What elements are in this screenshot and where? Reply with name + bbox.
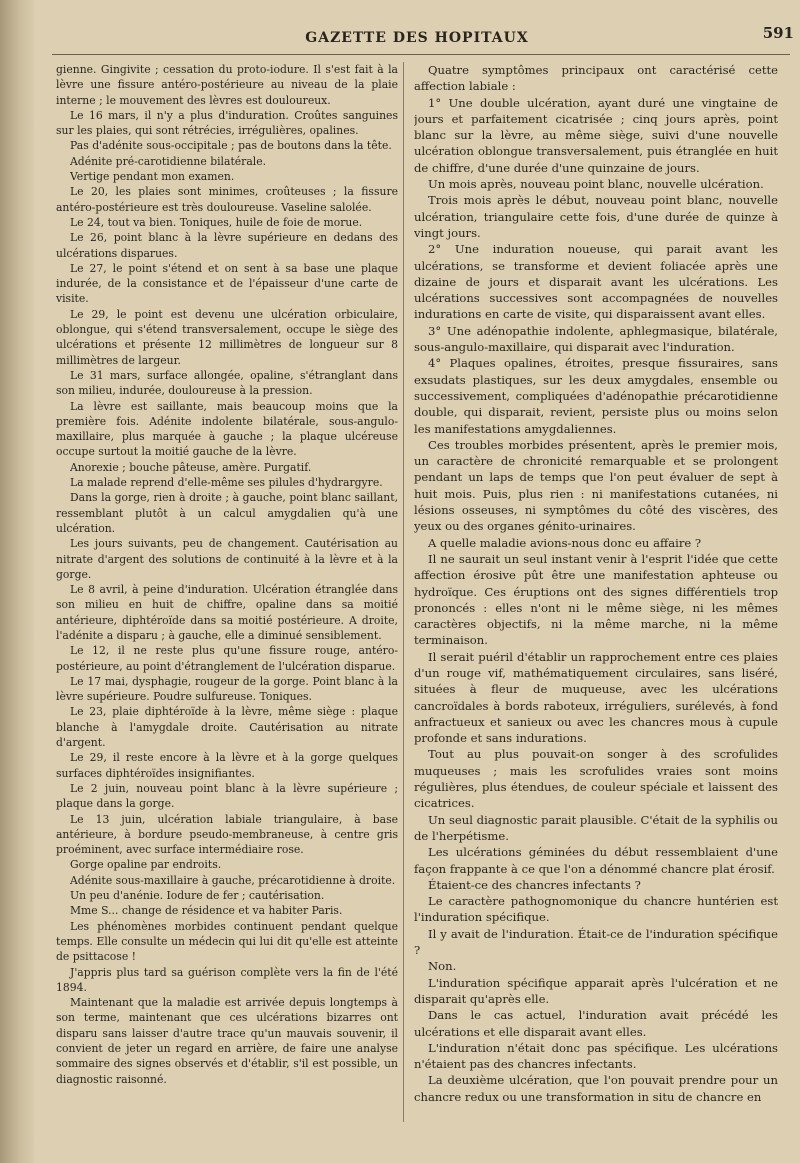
- paragraph: La lèvre est saillante, mais beaucoup moins que la première fois. Adénite indolente bilatérale, sous-angulo-maxillaire, plus marquée à gauche ; la plaque ulcéreuse occupe surtout la moitié gauche de la lèvre.: [56, 399, 398, 459]
- paragraph: 3° Une adénopathie indolente, aphlegmasique, bilatérale, sous-angulo-maxillaire, qui disparait avec l'induration.: [414, 323, 778, 355]
- paragraph: L'induration spécifique apparait après l'ulcération et ne disparait qu'après elle.: [414, 975, 778, 1006]
- paragraph: Les jours suivants, peu de changement. Cautérisation au nitrate d'argent des solutions de continuité à la lèvre et à la gorge.: [56, 537, 398, 581]
- binding-edge: [0, 0, 34, 1163]
- paragraph: Pas d'adénite sous-occipitale ; pas de boutons dans la tête.: [70, 139, 392, 153]
- paragraph: La deuxième ulcération, que l'on pouvait prendre pour un chancre redux ou une transformation in situ de chancre en: [414, 1073, 778, 1104]
- paragraph: Il y avait de l'induration. Était-ce de l'induration spécifique ?: [414, 926, 778, 958]
- left-column: [56, 62, 398, 1122]
- paragraph: Gorge opaline par endroits.: [70, 858, 222, 872]
- paragraph: Le 13 juin, ulcération labiale triangulaire, à base antérieure, à bordure pseudo-membraneuse, à centre gris proéminent, avec surface intermédiaire rose.: [56, 812, 398, 857]
- paragraph: Le caractère pathognomonique du chancre huntérien est l'induration spécifique.: [414, 894, 778, 925]
- journal-title: GAZETTE DES HOPITAUX: [305, 30, 529, 46]
- paragraph: Le 29, le point est devenu une ulcération orbiculaire, oblongue, qui s'étend transversalement, occupe le siège des ulcérations et présente 12 millimètres de longueur sur 8 millimètres de largeur.: [56, 307, 398, 367]
- paragraph: Les phénomènes morbides continuent pendant quelque temps. Elle consulte un médecin qui lui dit qu'elle est atteinte de psittacose !: [56, 919, 398, 964]
- page-number: 591: [762, 24, 794, 42]
- paragraph: Adénite pré-carotidienne bilatérale.: [70, 154, 267, 168]
- paragraph: Il serait puéril d'établir un rapprochement entre ces plaies d'un rouge vif, mathématiquement circulaires, sans liséré, situées à fleur de muqueuse, avec les ulcérations cancroïdales à bords raboteux, irréguliers, surélevés, à fond anfractueux et sanieux ou avec les chancres mous à cupule profonde et sans indurations.: [414, 649, 778, 746]
- paragraph: Étaient-ce des chancres infectants ?: [428, 877, 641, 892]
- paragraph: Trois mois après le début, nouveau point blanc, nouvelle ulcération, triangulaire cette fois, d'une durée de quinze à vingt jours.: [414, 193, 778, 240]
- page-header: [40, 24, 794, 54]
- paragraph: Quatre symptômes principaux ont caractérisé cette affection labiale :: [414, 63, 778, 94]
- paragraph: Le 23, plaie diphtéroïde à la lèvre, même siège : plaque blanche à l'amygdale droite. Cautérisation au nitrate d'argent.: [56, 705, 398, 750]
- paragraph: Le 27, le point s'étend et on sent à sa base une plaque indurée, de la consistance et de l'épaisseur d'une carte de visite.: [56, 261, 398, 306]
- right-column: [414, 62, 778, 1122]
- paragraph: Le 8 avril, à peine d'induration. Ulcération étranglée dans son milieu en huit de chiffre, opaline dans sa moitié antérieure, diphtéroïde dans sa moitié postérieure. A droite, l'adénite a disparu ; à gauche, elle a diminué sensiblement.: [56, 583, 398, 642]
- paragraph: Maintenant que la maladie est arrivée depuis longtemps à son terme, maintenant que ces ulcérations bizarres ont disparu sans laisser d'autre trace qu'un mauvais souvenir, il convient de jeter un regard en arrière, de faire une analyse sommaire des signes observés et d'établir, s'il est possible, un diagnostic raisonné.: [56, 996, 398, 1086]
- paragraph: Le 24, tout va bien. Toniques, huile de foie de morue.: [70, 215, 363, 229]
- paragraph: Le 26, point blanc à la lèvre supérieure en dedans des ulcérations disparues.: [56, 231, 398, 260]
- paragraph: Tout au plus pouvait-on songer à des scrofulides muqueuses ; mais les scrofulides vraies sont moins régulières, plus étendues, de couleur spéciale et laissent des cicatrices.: [414, 747, 778, 811]
- paragraph: 4° Plaques opalines, étroites, presque fissuraires, sans exsudats plastiques, sur les deux amygdales, ensemble ou successivement, compliquées d'adénopathie précarotidienne double, qui disparait, revient, persiste plus ou moins selon les manifestations amygdaliennes.: [414, 356, 778, 436]
- paragraph: Mme S... change de résidence et va habiter Paris.: [70, 904, 343, 918]
- paragraph: J'appris plus tard sa guérison complète vers la fin de l'été 1894.: [56, 965, 398, 994]
- paragraph: Un seul diagnostic parait plausible. C'était de la syphilis ou de l'herpétisme.: [414, 812, 778, 843]
- paragraph: Le 12, il ne reste plus qu'une fissure rouge, antéro-postérieure, au point d'étranglement de l'ulcération disparue.: [56, 644, 398, 673]
- paragraph: Adénite sous-maxillaire à gauche, précarotidienne à droite.: [70, 873, 396, 887]
- paragraph: Un peu d'anénie. Iodure de fer ; cautérisation.: [70, 889, 325, 903]
- paragraph: Il ne saurait un seul instant venir à l'esprit l'idée que cette affection érosive pût être une manifestation aphteuse ou hydroïque. Ces éruptions ont des signes différentiels trop prononcés : elles n'ont ni le même siège, ni les mêmes caractères objectifs, ni la même marche, ni la même terminaison.: [414, 551, 778, 648]
- paragraph: 1° Une double ulcération, ayant duré une vingtaine de jours et parfaitement cicatrisée ; cinq jours après, point blanc sur la lèvre, au même siège, suivi d'une nouvelle ulcération oblongue transversalement, puis étranglée en huit de chiffre, d'une durée d'une quinzaine de jours.: [414, 95, 778, 175]
- paragraph: Le 2 juin, nouveau point blanc à la lèvre supérieure ; plaque dans la gorge.: [56, 781, 398, 811]
- header-rule: [52, 54, 790, 55]
- paragraph: Le 29, il reste encore à la lèvre et à la gorge quelques surfaces diphtéroïdes insignifiantes.: [56, 751, 398, 780]
- paragraph: Le 31 mars, surface allongée, opaline, s'étranglant dans son milieu, indurée, douloureuse à la pression.: [56, 368, 398, 398]
- paragraph: Vertige pendant mon examen.: [70, 170, 235, 184]
- paragraph: Le 20, les plaies sont minimes, croûteuses ; la fissure antéro-postérieure est très douloureuse. Vaseline salolée.: [56, 185, 398, 214]
- paragraph: Dans le cas actuel, l'induration avait précédé les ulcérations et elle disparait avant elles.: [414, 1008, 778, 1039]
- paragraph: Les ulcérations géminées du début ressemblaient d'une façon frappante à ce que l'on a dénommé chancre plat érosif.: [414, 845, 778, 876]
- paragraph: Anorexie ; bouche pâteuse, amère. Purgatif.: [70, 460, 312, 474]
- paragraph: L'induration n'était donc pas spécifique. Les ulcérations n'étaient pas des chancres infectants.: [414, 1040, 778, 1072]
- column-divider: [403, 62, 405, 1122]
- paragraph: Dans la gorge, rien à droite ; à gauche, point blanc saillant, ressemblant plutôt à un calcul amygdalien qu'à une ulcération.: [56, 491, 398, 535]
- paragraph: Un mois après, nouveau point blanc, nouvelle ulcération.: [428, 177, 764, 192]
- paragraph: Le 16 mars, il n'y a plus d'induration. Croûtes sanguines sur les plaies, qui sont rétrécies, irrégulières, opalines.: [56, 108, 398, 138]
- paragraph: A quelle maladie avions-nous donc eu affaire ?: [428, 535, 702, 550]
- paragraph: Ces troubles morbides présentent, après le premier mois, un caractère de chronicité remarquable et se prolongent pendant un laps de temps que l'on peut évaluer de sept à huit mois. Puis, plus rien : ni manifestations cutanées, ni lésions osseuses, ni symptômes du côté des viscères, des yeux ou des organes génito-urinaires.: [414, 437, 778, 534]
- paragraph: Non.: [428, 959, 457, 974]
- paragraph: Le 17 mai, dysphagie, rougeur de la gorge. Point blanc à la lèvre supérieure. Poudre sulfureuse. Toniques.: [56, 674, 398, 704]
- paragraph: gienne. Gingivite ; cessation du proto-iodure. Il s'est fait à la lèvre une fissure antéro-postérieure au niveau de la plaie interne ; le mouvement des lèvres est douloureux.: [56, 63, 398, 107]
- paragraph: La malade reprend d'elle-même ses pilules d'hydrargyre.: [70, 476, 383, 490]
- paragraph: 2° Une induration noueuse, qui parait avant les ulcérations, se transforme et devient foliacée après une dizaine de jours et disparait avant les ulcérations. Les ulcérations successives sont accompagnées de nouvelles indurations en carte de visite, qui disparaissent avant elles.: [414, 242, 778, 322]
